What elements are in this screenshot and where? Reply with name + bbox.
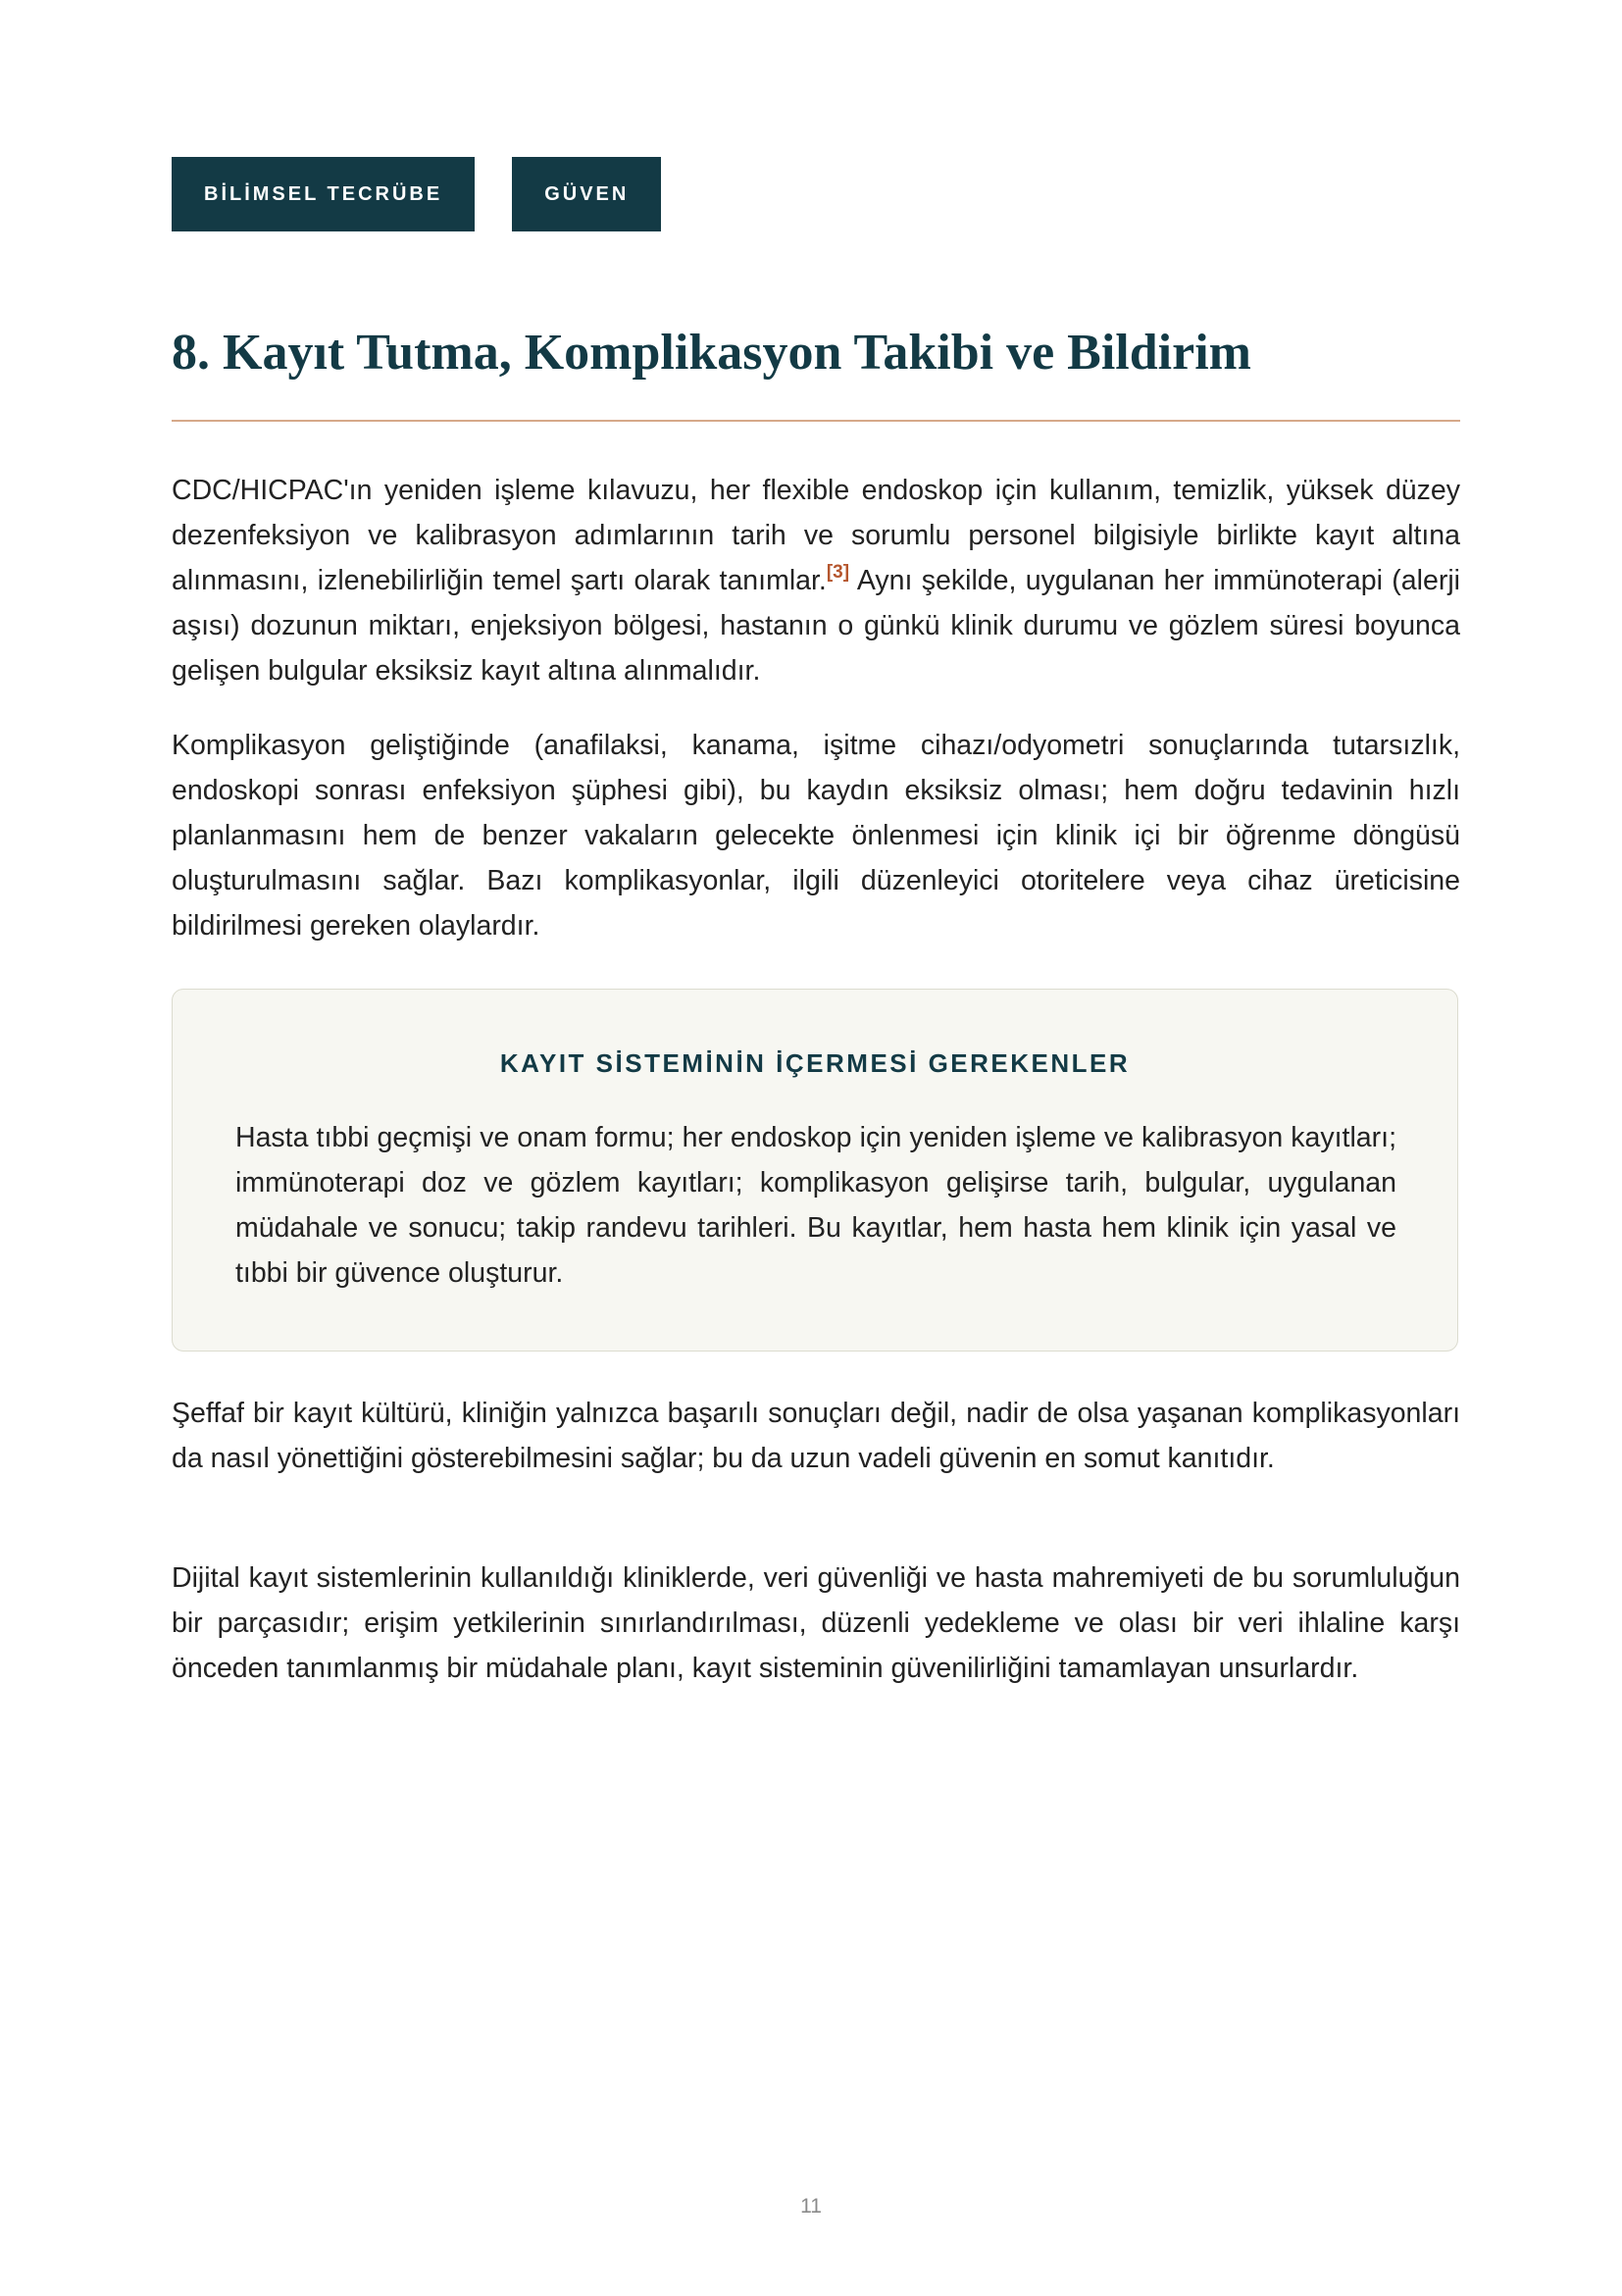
- title-divider: [172, 420, 1460, 422]
- callout-box: [172, 989, 1458, 1352]
- page-number: 11: [800, 2195, 822, 2218]
- paragraph-1: [172, 468, 1460, 693]
- tag-group: [172, 157, 661, 231]
- reference-link[interactable]: [3]: [826, 562, 850, 583]
- tag-trust: GÜVEN: [512, 157, 661, 231]
- tag-scientific-experience: BİLİMSEL TECRÜBE: [172, 157, 475, 231]
- callout-text: Hasta tıbbi geçmişi ve onam formu; her endoskop için yeniden işleme ve kalibrasyon kayıtları; immünoterapi doz ve gözlem kayıtları; komplikasyon gelişirse tarih, bulgular, uygulanan müdahale ve sonucu; takip randevu tarihleri. Bu kayıtlar, hem hasta hem klinik için yasal ve tıbbi bir güvence oluşturur.: [235, 1122, 1396, 1289]
- callout-title: KAYIT SİSTEMİNİN İÇERMESİ GEREKENLER: [499, 1048, 1131, 1078]
- paragraph-3: Şeffaf bir kayıt kültürü, kliniğin yalnızca başarılı sonuçları değil, nadir de olsa yaşanan komplikasyonları da nasıl yönettiğini gösterebilmesini sağlar; bu da uzun vadeli güvenin en somut kanıtıdır.: [172, 1398, 1460, 1474]
- paragraph-2: Komplikasyon geliştiğinde (anafilaksi, kanama, işitme cihazı/odyometri sonuçlarında tutarsızlık, endoskopi sonrası enfeksiyon şüphesi gibi), bu kaydın eksiksiz olması; hem doğru tedavinin hızlı planlanmasını hem de benzer vakaların gelecekte önlenmesi için klinik içi bir öğrenme döngüsü oluşturulmasını sağlar. Bazı komplikasyonlar, ilgili düzenleyici otoritelere veya cihaz üreticisine bildirilmesi gereken olaylardır.: [172, 730, 1460, 942]
- section-title: 8. Kayıt Tutma, Komplikasyon Takibi ve Bildirim: [172, 325, 1251, 381]
- paragraph-1-text-b: Aynı şekilde, uygulanan her immünoterapi (alerji aşısı) dozunun miktarı, enjeksiyon bölgesi, hastanın o günkü klinik durumu ve gözlem süresi boyunca gelişen bulgular eksiksiz kayıt altına alınmalıdır.: [172, 565, 1460, 687]
- paragraph-1-text-a: CDC/HICPAC'ın yeniden işleme kılavuzu, her flexible endoskop için kullanım, temizlik, yüksek düzey dezenfeksiyon ve kalibrasyon adımlarının tarih ve sorumlu personel bilgisiyle birlikte kayıt altına alınmasını, izlenebilirliğin temel şartı olarak tanımlar.: [172, 475, 1460, 596]
- paragraph-4: Dijital kayıt sistemlerinin kullanıldığı kliniklerde, veri güvenliği ve hasta mahremiyeti de bu sorumluluğun bir parçasıdır; erişim yetkilerinin sınırlandırılması, düzenli yedekleme ve olası bir veri ihlaline karşı önceden tanımlanmış bir müdahale planı, kayıt sisteminin güvenilirliğini tamamlayan unsurlardır.: [172, 1562, 1460, 1684]
